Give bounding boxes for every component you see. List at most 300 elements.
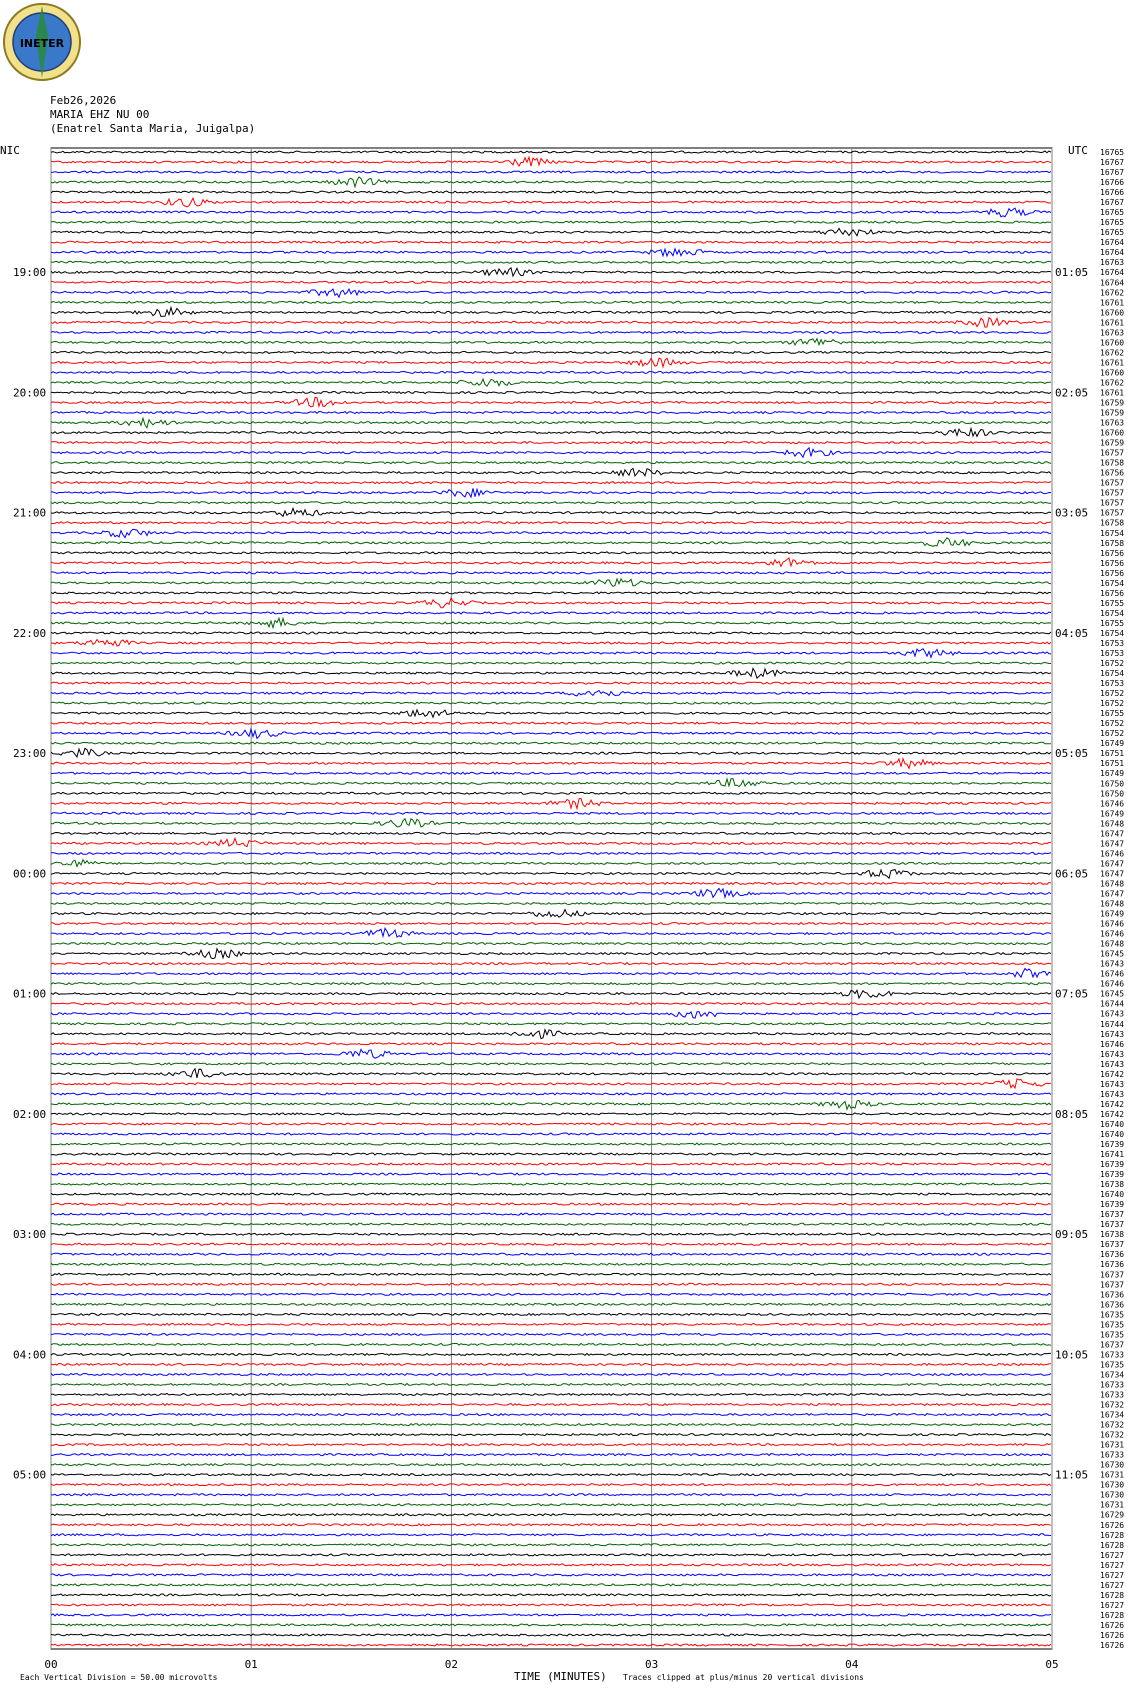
seismic-trace xyxy=(51,1243,1051,1245)
seismic-trace xyxy=(51,1263,1051,1265)
seismic-trace xyxy=(51,722,1051,724)
seismic-trace xyxy=(51,812,1051,814)
trace-value-label: 16730 xyxy=(1100,1480,1125,1490)
trace-value-label: 16753 xyxy=(1100,679,1125,689)
seismic-trace xyxy=(51,1464,1051,1466)
trace-value-label: 16751 xyxy=(1100,749,1125,759)
seismic-trace xyxy=(51,1424,1051,1426)
seismic-trace xyxy=(51,191,1051,193)
trace-value-label: 16734 xyxy=(1100,1370,1125,1380)
trace-value-label: 16736 xyxy=(1100,1250,1125,1260)
seismic-trace xyxy=(51,371,1051,373)
trace-value-label: 16747 xyxy=(1100,859,1125,869)
trace-value-label: 16744 xyxy=(1100,1019,1125,1029)
trace-value-label: 16740 xyxy=(1100,1129,1125,1139)
x-tick-label: 02 xyxy=(444,1658,459,1671)
seismic-trace xyxy=(51,860,1051,867)
trace-value-label: 16746 xyxy=(1100,849,1125,859)
x-tick-label: 01 xyxy=(244,1658,258,1671)
seismic-trace xyxy=(51,1564,1051,1566)
trace-value-label: 16764 xyxy=(1100,278,1125,288)
left-hour-label: 22:00 xyxy=(13,626,47,640)
seismic-trace xyxy=(51,702,1051,704)
trace-value-label: 16726 xyxy=(1100,1520,1125,1530)
seismic-trace xyxy=(51,331,1051,333)
right-hour-label: 06:05 xyxy=(1055,867,1089,881)
seismic-trace xyxy=(51,579,1051,587)
trace-value-label: 16728 xyxy=(1100,1540,1125,1550)
seismic-trace xyxy=(51,632,1051,634)
right-hour-label: 01:05 xyxy=(1055,266,1089,280)
seismic-trace xyxy=(51,759,1051,769)
trace-value-label: 16743 xyxy=(1100,1079,1125,1089)
seismic-trace xyxy=(51,1101,1051,1110)
trace-value-label: 16735 xyxy=(1100,1310,1125,1320)
left-hour-label: 00:00 xyxy=(13,867,47,881)
seismic-trace xyxy=(51,1133,1051,1135)
seismic-trace xyxy=(51,883,1051,885)
seismic-trace xyxy=(51,1113,1051,1115)
seismic-trace xyxy=(51,261,1051,263)
trace-value-label: 16740 xyxy=(1100,1190,1125,1200)
seismic-trace xyxy=(51,177,1051,187)
trace-value-label: 16746 xyxy=(1100,929,1125,939)
seismic-trace xyxy=(51,428,1051,436)
seismic-trace xyxy=(51,1012,1051,1019)
trace-value-label: 16736 xyxy=(1100,1300,1125,1310)
traces xyxy=(51,151,1051,1646)
seismic-trace xyxy=(51,969,1051,978)
right-hour-label: 04:05 xyxy=(1055,626,1089,640)
seismic-trace xyxy=(51,852,1051,854)
seismic-trace xyxy=(51,522,1051,524)
trace-value-label: 16757 xyxy=(1100,498,1125,508)
right-hour-label: 03:05 xyxy=(1055,506,1089,520)
seismic-trace xyxy=(51,1063,1051,1065)
seismic-trace xyxy=(51,1223,1051,1225)
trace-value-label: 16766 xyxy=(1100,188,1125,198)
seismic-trace xyxy=(51,469,1051,476)
seismic-trace xyxy=(51,1544,1051,1546)
seismic-trace xyxy=(51,1454,1051,1456)
trace-value-label: 16750 xyxy=(1100,779,1125,789)
trace-value-label: 16754 xyxy=(1100,578,1125,588)
trace-value-label: 16746 xyxy=(1100,1039,1125,1049)
seismic-trace xyxy=(51,910,1051,918)
trace-value-label: 16730 xyxy=(1100,1460,1125,1470)
seismic-trace xyxy=(51,1143,1051,1145)
right-hour-label: 11:05 xyxy=(1055,1468,1089,1482)
seismic-trace xyxy=(51,1353,1051,1355)
trace-value-label: 16757 xyxy=(1100,478,1125,488)
trace-value-label: 16749 xyxy=(1100,769,1125,779)
trace-value-label: 16731 xyxy=(1100,1440,1125,1450)
seismic-trace xyxy=(51,592,1051,594)
trace-value-label: 16737 xyxy=(1100,1210,1125,1220)
left-hour-label: 02:00 xyxy=(13,1107,47,1121)
seismic-trace xyxy=(51,682,1051,684)
seismic-trace xyxy=(51,618,1051,627)
seismic-trace xyxy=(51,1323,1051,1325)
trace-value-label: 16760 xyxy=(1100,308,1125,318)
trace-value-label: 16738 xyxy=(1100,1180,1125,1190)
seismic-trace xyxy=(51,301,1051,303)
seismic-trace xyxy=(51,949,1051,959)
trace-value-label: 16749 xyxy=(1100,739,1125,749)
seismic-trace xyxy=(51,889,1051,898)
seismic-trace xyxy=(51,1233,1051,1235)
trace-value-label: 16740 xyxy=(1100,1119,1125,1129)
trace-value-label: 16735 xyxy=(1100,1330,1125,1340)
trace-value-label: 16729 xyxy=(1100,1510,1125,1520)
x-tick-label: 04 xyxy=(845,1658,859,1671)
footer-clip-note: Traces clipped at plus/minus 20 vertical divisions xyxy=(623,1673,864,1682)
seismic-trace xyxy=(51,1193,1051,1195)
right-hour-label: 08:05 xyxy=(1055,1107,1089,1121)
trace-value-label: 16742 xyxy=(1100,1069,1125,1079)
trace-value-label: 16758 xyxy=(1100,518,1125,528)
trace-value-label: 16754 xyxy=(1100,608,1125,618)
seismic-trace xyxy=(51,1333,1051,1335)
trace-value-label: 16757 xyxy=(1100,488,1125,498)
seismic-trace xyxy=(51,1474,1051,1476)
trace-value-label: 16732 xyxy=(1100,1420,1125,1430)
seismic-trace xyxy=(51,1404,1051,1406)
seismic-trace xyxy=(51,1030,1051,1039)
right-hour-label: 09:05 xyxy=(1055,1228,1089,1242)
seismic-trace xyxy=(51,1644,1051,1646)
trace-value-label: 16763 xyxy=(1100,328,1125,338)
trace-value-label: 16732 xyxy=(1100,1400,1125,1410)
trace-value-label: 16752 xyxy=(1100,699,1125,709)
seismic-trace xyxy=(51,442,1051,444)
seismic-trace xyxy=(51,1069,1051,1078)
left-axis-label: NIC xyxy=(0,144,20,157)
trace-value-label: 16752 xyxy=(1100,719,1125,729)
trace-value-label: 16727 xyxy=(1100,1570,1125,1580)
seismic-trace xyxy=(51,1624,1051,1626)
seismic-trace xyxy=(51,990,1051,998)
trace-value-label: 16759 xyxy=(1100,438,1125,448)
seismic-trace xyxy=(51,508,1051,516)
trace-value-label: 16755 xyxy=(1100,618,1125,628)
left-hour-label: 20:00 xyxy=(13,386,47,400)
trace-value-label: 16747 xyxy=(1100,829,1125,839)
seismic-trace xyxy=(51,772,1051,774)
seismic-trace xyxy=(51,379,1051,386)
trace-value-label: 16735 xyxy=(1100,1360,1125,1370)
seismic-trace xyxy=(51,538,1051,547)
seismic-trace xyxy=(51,983,1051,985)
trace-value-label: 16746 xyxy=(1100,919,1125,929)
x-tick-label: 00 xyxy=(44,1658,58,1671)
trace-value-label: 16737 xyxy=(1100,1280,1125,1290)
seismic-trace xyxy=(51,1494,1051,1496)
header-location: (Enatrel Santa Maria, Juigalpa) xyxy=(50,122,256,135)
trace-value-label: 16748 xyxy=(1100,939,1125,949)
trace-value-label: 16733 xyxy=(1100,1390,1125,1400)
seismic-trace xyxy=(51,710,1051,717)
seismic-trace xyxy=(51,221,1051,223)
trace-value-label: 16756 xyxy=(1100,588,1125,598)
seismic-trace xyxy=(51,1634,1051,1636)
seismic-trace xyxy=(51,1203,1051,1205)
trace-value-label: 16743 xyxy=(1100,1059,1125,1069)
seismic-trace xyxy=(51,1293,1051,1295)
seismic-trace xyxy=(51,1283,1051,1285)
trace-value-label: 16758 xyxy=(1100,458,1125,468)
trace-value-label: 16743 xyxy=(1100,1089,1125,1099)
trace-value-label: 16761 xyxy=(1100,298,1125,308)
trace-value-label: 16726 xyxy=(1100,1620,1125,1630)
header-station: MARIA EHZ NU 00 xyxy=(50,108,150,121)
trace-value-label: 16737 xyxy=(1100,1240,1125,1250)
x-tick-label: 03 xyxy=(644,1658,659,1671)
seismic-trace xyxy=(51,1343,1051,1345)
trace-value-label: 16743 xyxy=(1100,1009,1125,1019)
seismic-trace xyxy=(51,228,1051,235)
seismic-trace xyxy=(51,1079,1051,1088)
seismic-trace xyxy=(51,1213,1051,1215)
trace-value-label: 16727 xyxy=(1100,1580,1125,1590)
trace-value-label: 16746 xyxy=(1100,799,1125,809)
trace-value-label: 16727 xyxy=(1100,1560,1125,1570)
trace-value-label: 16767 xyxy=(1100,168,1125,178)
left-hour-label: 04:00 xyxy=(13,1348,47,1362)
seismic-trace xyxy=(51,1363,1051,1365)
seismic-trace xyxy=(51,412,1051,414)
trace-value-label: 16737 xyxy=(1100,1270,1125,1280)
trace-value-label: 16764 xyxy=(1100,238,1125,248)
seismic-trace xyxy=(51,558,1051,566)
trace-value-label: 16762 xyxy=(1100,378,1125,388)
trace-value-label: 16759 xyxy=(1100,408,1125,418)
seismic-trace xyxy=(51,157,1051,166)
seismic-trace xyxy=(51,171,1051,173)
trace-value-label: 16736 xyxy=(1100,1260,1125,1270)
trace-value-label: 16765 xyxy=(1100,218,1125,228)
trace-value-label: 16764 xyxy=(1100,248,1125,258)
seismic-trace xyxy=(51,572,1051,574)
trace-value-label: 16747 xyxy=(1100,839,1125,849)
trace-value-label: 16742 xyxy=(1100,1099,1125,1109)
seismic-trace xyxy=(51,1394,1051,1396)
trace-value-label: 16751 xyxy=(1100,759,1125,769)
trace-value-label: 16764 xyxy=(1100,268,1125,278)
seismic-trace xyxy=(51,249,1051,256)
trace-value-label: 16743 xyxy=(1100,1049,1125,1059)
trace-value-label: 16739 xyxy=(1100,1170,1125,1180)
seismic-trace xyxy=(51,943,1051,945)
trace-value-label: 16758 xyxy=(1100,538,1125,548)
seismic-trace xyxy=(51,649,1051,658)
x-axis-title: TIME (MINUTES) xyxy=(514,1670,607,1683)
seismic-trace xyxy=(51,1594,1051,1596)
trace-value-label: 16756 xyxy=(1100,558,1125,568)
trace-value-label: 16765 xyxy=(1100,228,1125,238)
seismic-trace xyxy=(51,1504,1051,1506)
trace-value-label: 16753 xyxy=(1100,649,1125,659)
seismic-trace xyxy=(51,903,1051,905)
trace-value-label: 16733 xyxy=(1100,1450,1125,1460)
right-hour-label: 02:05 xyxy=(1055,386,1089,400)
trace-value-label: 16726 xyxy=(1100,1630,1125,1640)
trace-value-label: 16737 xyxy=(1100,1220,1125,1230)
seismic-trace xyxy=(51,268,1051,276)
seismic-trace xyxy=(51,662,1051,664)
seismic-trace xyxy=(51,502,1051,504)
seismic-trace xyxy=(51,612,1051,614)
trace-value-label: 16739 xyxy=(1100,1160,1125,1170)
seismic-trace xyxy=(51,779,1051,787)
seismic-trace xyxy=(51,208,1051,217)
seismic-trace xyxy=(51,318,1051,328)
seismic-trace xyxy=(51,482,1051,484)
seismic-trace xyxy=(51,1434,1051,1436)
trace-value-label: 16760 xyxy=(1100,338,1125,348)
seismic-trace xyxy=(51,488,1051,497)
header-date: Feb26,2026 xyxy=(50,94,117,107)
seismic-trace xyxy=(51,1123,1051,1125)
seismic-trace xyxy=(51,668,1051,678)
seismic-trace xyxy=(51,923,1051,925)
seismic-trace xyxy=(51,748,1051,757)
seismic-trace xyxy=(51,552,1051,554)
trace-value-label: 16754 xyxy=(1100,628,1125,638)
seismic-trace xyxy=(51,640,1051,647)
seismic-trace xyxy=(51,798,1051,808)
trace-value-label: 16761 xyxy=(1100,358,1125,368)
trace-value-label: 16759 xyxy=(1100,398,1125,408)
seismic-trace xyxy=(51,339,1051,345)
seismic-trace xyxy=(51,598,1051,608)
seismic-trace xyxy=(51,1273,1051,1275)
trace-value-label: 16767 xyxy=(1100,198,1125,208)
seismic-trace xyxy=(51,742,1051,744)
trace-value-label: 16749 xyxy=(1100,909,1125,919)
seismic-trace xyxy=(51,448,1051,458)
trace-value-label: 16737 xyxy=(1100,1340,1125,1350)
trace-value-label: 16726 xyxy=(1100,1641,1125,1650)
seismic-trace xyxy=(51,1614,1051,1616)
trace-value-label: 16748 xyxy=(1100,819,1125,829)
svg-text:INETER: INETER xyxy=(19,37,65,50)
seismic-trace xyxy=(51,151,1051,153)
trace-value-label: 16761 xyxy=(1100,388,1125,398)
seismic-trace xyxy=(51,870,1051,879)
seismic-trace xyxy=(51,281,1051,283)
seismic-trace xyxy=(51,1303,1051,1305)
trace-value-label: 16746 xyxy=(1100,979,1125,989)
x-tick-label: 05 xyxy=(1045,1658,1059,1671)
trace-value-label: 16727 xyxy=(1100,1600,1125,1610)
seismic-trace xyxy=(51,241,1051,243)
seismic-trace xyxy=(51,418,1051,428)
trace-value-label: 16743 xyxy=(1100,959,1125,969)
trace-value-label: 16755 xyxy=(1100,598,1125,608)
seismic-trace xyxy=(51,691,1051,696)
right-hour-label: 07:05 xyxy=(1055,987,1089,1001)
seismic-trace xyxy=(51,1384,1051,1386)
trace-value-label: 16762 xyxy=(1100,288,1125,298)
trace-value-label: 16763 xyxy=(1100,258,1125,268)
seismic-trace xyxy=(51,1163,1051,1165)
seismic-trace xyxy=(51,1574,1051,1576)
seismic-trace xyxy=(51,838,1051,846)
trace-value-label: 16752 xyxy=(1100,659,1125,669)
left-hour-label: 01:00 xyxy=(13,987,47,1001)
seismic-trace xyxy=(51,1003,1051,1005)
trace-value-label: 16762 xyxy=(1100,348,1125,358)
left-hour-label: 05:00 xyxy=(13,1468,47,1482)
trace-value-label: 16731 xyxy=(1100,1500,1125,1510)
trace-value-label: 16743 xyxy=(1100,1029,1125,1039)
trace-value-label: 16747 xyxy=(1100,889,1125,899)
right-axis-label: UTC xyxy=(1068,144,1088,157)
left-hour-label: 23:00 xyxy=(13,747,47,761)
trace-value-label: 16760 xyxy=(1100,368,1125,378)
seismic-trace xyxy=(51,351,1051,353)
seismic-trace xyxy=(51,1444,1051,1446)
trace-value-label: 16746 xyxy=(1100,969,1125,979)
trace-value-label: 16756 xyxy=(1100,548,1125,558)
trace-value-label: 16763 xyxy=(1100,418,1125,428)
seismic-trace xyxy=(51,358,1051,367)
trace-value-label: 16765 xyxy=(1100,148,1125,157)
trace-value-label: 16731 xyxy=(1100,1470,1125,1480)
seismic-trace xyxy=(51,928,1051,937)
trace-value-label: 16727 xyxy=(1100,1550,1125,1560)
trace-value-label: 16766 xyxy=(1100,178,1125,188)
trace-value-label: 16753 xyxy=(1100,638,1125,648)
seismic-trace xyxy=(51,1554,1051,1556)
trace-value-label: 16733 xyxy=(1100,1350,1125,1360)
seismic-trace xyxy=(51,1484,1051,1486)
trace-value-label: 16752 xyxy=(1100,729,1125,739)
right-hour-label: 05:05 xyxy=(1055,747,1089,761)
trace-value-label: 16742 xyxy=(1100,1109,1125,1119)
seismic-trace xyxy=(51,1534,1051,1536)
trace-value-label: 16765 xyxy=(1100,208,1125,218)
seismic-trace xyxy=(51,832,1051,834)
trace-value-label: 16728 xyxy=(1100,1610,1125,1620)
right-hour-label: 10:05 xyxy=(1055,1348,1089,1362)
trace-value-label: 16747 xyxy=(1100,869,1125,879)
trace-value-label: 16757 xyxy=(1100,508,1125,518)
seismic-trace xyxy=(51,1183,1051,1185)
seismic-trace xyxy=(51,1023,1051,1025)
seismic-trace xyxy=(51,1049,1051,1058)
seismic-trace xyxy=(51,1043,1051,1045)
seismic-trace xyxy=(51,792,1051,794)
left-hour-label: 21:00 xyxy=(13,506,47,520)
seismic-trace xyxy=(51,1374,1051,1376)
trace-value-label: 16756 xyxy=(1100,468,1125,478)
trace-value-label: 16728 xyxy=(1100,1530,1125,1540)
trace-value-label: 16739 xyxy=(1100,1139,1125,1149)
seismic-trace xyxy=(51,1414,1051,1416)
left-hour-label: 03:00 xyxy=(13,1228,47,1242)
seismic-trace xyxy=(51,1524,1051,1526)
trace-value-label: 16754 xyxy=(1100,669,1125,679)
trace-value-label: 16761 xyxy=(1100,318,1125,328)
seismic-trace xyxy=(51,1093,1051,1095)
seismic-trace xyxy=(51,289,1051,297)
seismic-trace xyxy=(51,198,1051,207)
seismic-trace xyxy=(51,1604,1051,1606)
trace-value-label: 16760 xyxy=(1100,428,1125,438)
trace-value-label: 16748 xyxy=(1100,899,1125,909)
